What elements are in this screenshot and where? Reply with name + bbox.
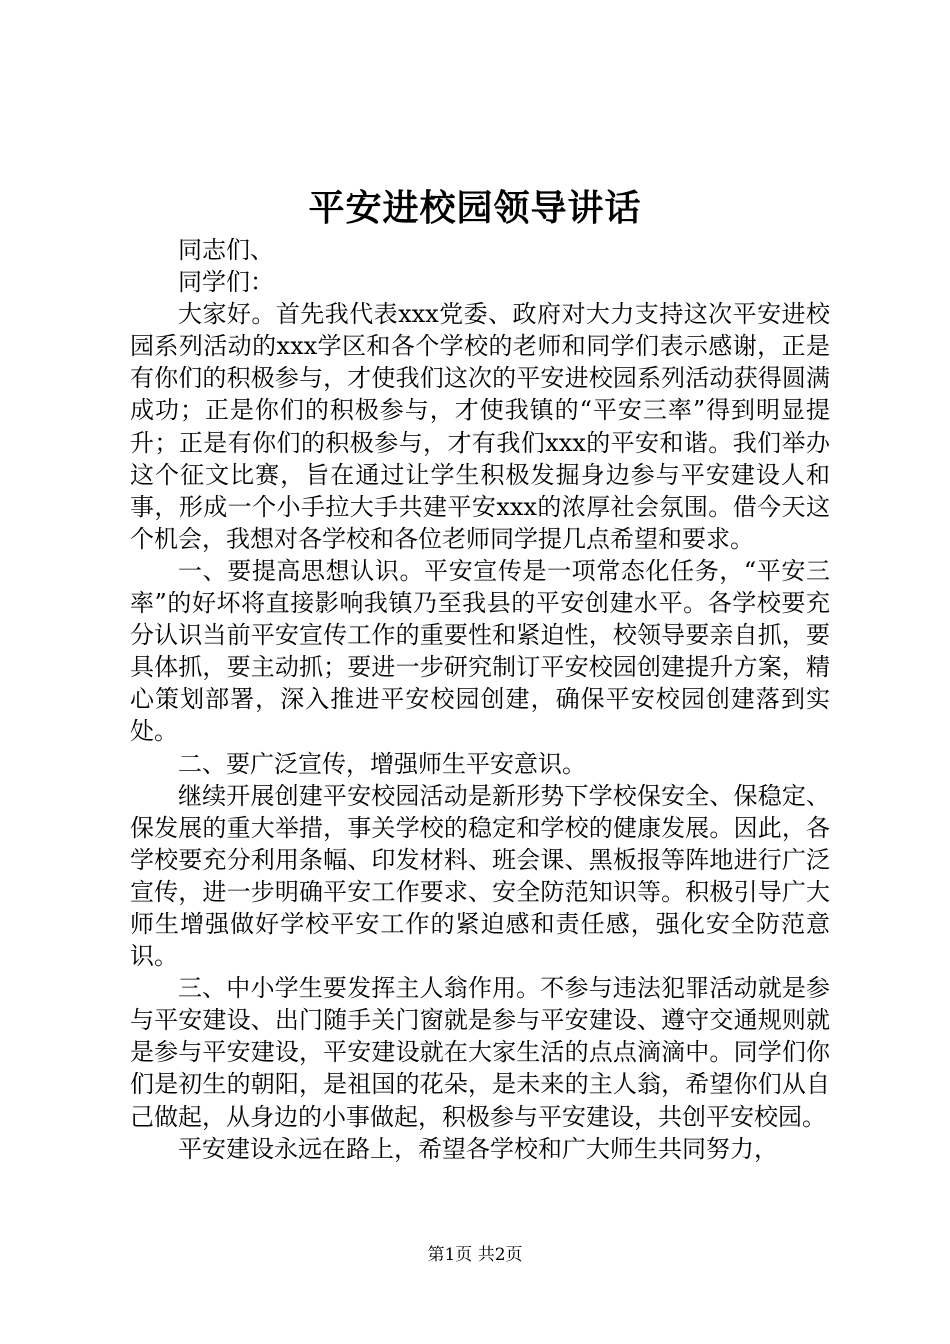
paragraph-point-two-body: 继续开展创建平安校园活动是新形势下学校保安全、保稳定、保发展的重大举措，事关学校的稳定和学校的健康发展。因此，各学校要充分利用条幅、印发材料、班会课、黑板报等阵地进行广泛宣传，进一步明确平安工作要求、安全防范知识等。积极引导广大师生增强做好学校平安工作的紧迫感和责任感，强化安全防范意识。 xyxy=(130,781,830,971)
paragraph-closing: 平安建设永远在路上，希望各学校和广大师生共同努力， xyxy=(178,1134,778,1163)
paragraph-greeting: 大家好。首先我代表xxx党委、政府对大力支持这次平安进校园系列活动的xxx学区和各个学校的老师和同学们表示感谢，正是有你们的积极参与，才使我们这次的平安进校园系列活动获得圆满成功；正是你们的积极参与，才使我镇的“平安三率”得到明显提升；正是有你们的积极参与，才有我们xxx的平安和谐。我们举办这个征文比赛，旨在通过让学生积极发掘身边参与平安建设人和事，形成一个小手拉大手共建平安xxx的浓厚社会氛围。借今天这个机会，我想对各学校和各位老师同学提几点希望和要求。 xyxy=(130,300,830,553)
document-body xyxy=(130,234,830,1165)
page-number-footer: 第1页 共2页 xyxy=(427,1245,523,1265)
document-title: 平安进校园领导讲话 xyxy=(308,187,642,229)
paragraph-point-two-heading: 二、要广泛宣传，增强师生平安意识。 xyxy=(178,749,586,778)
salutation-students: 同学们： xyxy=(178,268,274,297)
paragraph-point-three: 三、中小学生要发挥主人翁作用。不参与违法犯罪活动就是参与平安建设、出门随手关门窗就是参与平安建设、遵守交通规则就是参与平安建设，平安建设就在大家生活的点点滴滴中。同学们你们是初生的朝阳，是祖国的花朵，是未来的主人翁，希望你们从自己做起，从身边的小事做起，积极参与平安建设，共创平安校园。 xyxy=(130,974,830,1131)
salutation-comrades: 同志们、 xyxy=(178,236,274,264)
paragraph-point-one: 一、要提高思想认识。平安宣传是一项常态化任务，“平安三率”的好坏将直接影响我镇乃至我县的平安创建水平。各学校要充分认识当前平安宣传工作的重要性和紧迫性，校领导要亲自抓，要具体抓，要主动抓；要进一步研究制订平安校园创建提升方案，精心策划部署，深入推进平安校园创建，确保平安校园创建落到实处。 xyxy=(130,556,830,746)
